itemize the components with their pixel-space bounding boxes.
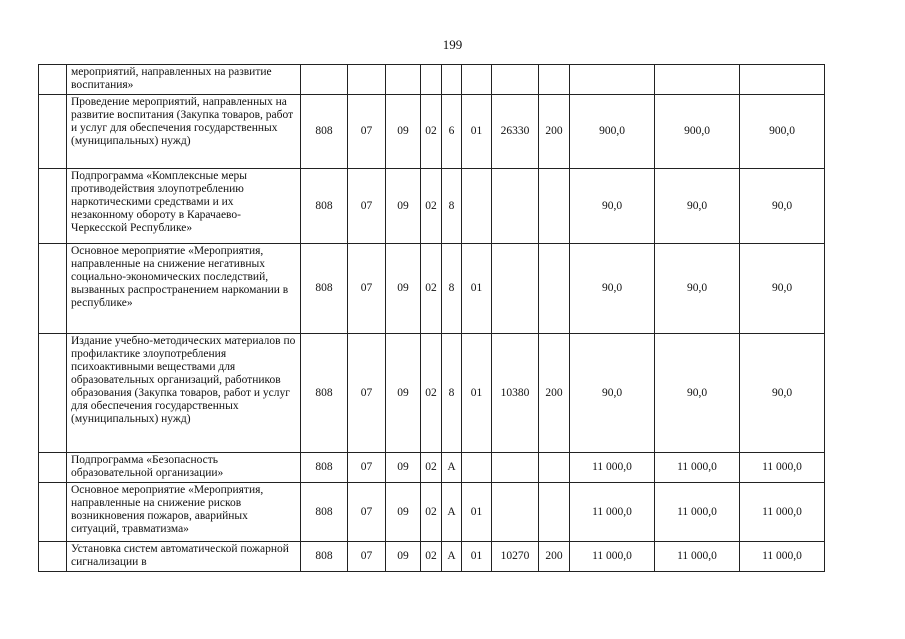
subsection-code: 09 bbox=[386, 334, 421, 453]
table-row bbox=[39, 483, 825, 542]
event-code: 01 bbox=[462, 95, 492, 169]
section-code: 07 bbox=[348, 244, 386, 334]
program-code: 02 bbox=[421, 483, 442, 542]
row-index-cell bbox=[39, 95, 67, 169]
program-code: 02 bbox=[421, 169, 442, 244]
amount-year-1: 11 000,0 bbox=[570, 542, 655, 572]
table-row bbox=[39, 334, 825, 453]
row-index-cell bbox=[39, 453, 67, 483]
direction-code bbox=[492, 453, 539, 483]
table-row bbox=[39, 453, 825, 483]
subprogram-code: А bbox=[442, 483, 462, 542]
amount-year-1: 90,0 bbox=[570, 334, 655, 453]
amount-year-3 bbox=[740, 65, 825, 95]
direction-code: 26330 bbox=[492, 95, 539, 169]
grbs-code: 808 bbox=[301, 334, 348, 453]
event-code bbox=[462, 65, 492, 95]
event-code bbox=[462, 453, 492, 483]
amount-year-2: 900,0 bbox=[655, 95, 740, 169]
event-code bbox=[462, 169, 492, 244]
subsection-code: 09 bbox=[386, 95, 421, 169]
grbs-code: 808 bbox=[301, 542, 348, 572]
program-code: 02 bbox=[421, 542, 442, 572]
expense-type-code bbox=[539, 169, 570, 244]
row-index-cell bbox=[39, 334, 67, 453]
table-row bbox=[39, 244, 825, 334]
subsection-code: 09 bbox=[386, 542, 421, 572]
amount-year-2: 11 000,0 bbox=[655, 453, 740, 483]
amount-year-2: 90,0 bbox=[655, 169, 740, 244]
grbs-code: 808 bbox=[301, 244, 348, 334]
amount-year-3: 90,0 bbox=[740, 169, 825, 244]
event-code: 01 bbox=[462, 483, 492, 542]
section-code: 07 bbox=[348, 483, 386, 542]
section-code: 07 bbox=[348, 95, 386, 169]
expense-type-code bbox=[539, 453, 570, 483]
section-code: 07 bbox=[348, 542, 386, 572]
item-name: Установка систем автоматической пожарной сигнализации в bbox=[67, 542, 301, 572]
amount-year-2: 90,0 bbox=[655, 334, 740, 453]
amount-year-3: 90,0 bbox=[740, 244, 825, 334]
amount-year-1: 90,0 bbox=[570, 169, 655, 244]
program-code: 02 bbox=[421, 334, 442, 453]
subsection-code: 09 bbox=[386, 244, 421, 334]
item-name: Основное мероприятие «Мероприятия, направленные на снижение негативных социально-экономических последствий, вызванных распространением наркомании в республике» bbox=[67, 244, 301, 334]
program-code: 02 bbox=[421, 95, 442, 169]
section-code bbox=[348, 65, 386, 95]
subprogram-code bbox=[442, 65, 462, 95]
subsection-code: 09 bbox=[386, 169, 421, 244]
subprogram-code: 6 bbox=[442, 95, 462, 169]
budget-table bbox=[38, 64, 825, 572]
subprogram-code: 8 bbox=[442, 334, 462, 453]
program-code: 02 bbox=[421, 453, 442, 483]
amount-year-2 bbox=[655, 65, 740, 95]
amount-year-1: 11 000,0 bbox=[570, 453, 655, 483]
direction-code bbox=[492, 169, 539, 244]
subprogram-code: А bbox=[442, 453, 462, 483]
amount-year-1: 900,0 bbox=[570, 95, 655, 169]
table-row bbox=[39, 95, 825, 169]
direction-code: 10270 bbox=[492, 542, 539, 572]
event-code: 01 bbox=[462, 244, 492, 334]
amount-year-3: 900,0 bbox=[740, 95, 825, 169]
event-code: 01 bbox=[462, 334, 492, 453]
expense-type-code bbox=[539, 244, 570, 334]
amount-year-3: 90,0 bbox=[740, 334, 825, 453]
subprogram-code: А bbox=[442, 542, 462, 572]
grbs-code: 808 bbox=[301, 169, 348, 244]
program-code: 02 bbox=[421, 244, 442, 334]
direction-code bbox=[492, 65, 539, 95]
grbs-code: 808 bbox=[301, 483, 348, 542]
table-row bbox=[39, 65, 825, 95]
expense-type-code bbox=[539, 483, 570, 542]
subprogram-code: 8 bbox=[442, 244, 462, 334]
amount-year-2: 11 000,0 bbox=[655, 542, 740, 572]
section-code: 07 bbox=[348, 453, 386, 483]
direction-code bbox=[492, 483, 539, 542]
grbs-code: 808 bbox=[301, 453, 348, 483]
amount-year-1: 11 000,0 bbox=[570, 483, 655, 542]
item-name: Основное мероприятие «Мероприятия, направленные на снижение рисков возникновения пожаров, аварийных ситуаций, травматизма» bbox=[67, 483, 301, 542]
grbs-code: 808 bbox=[301, 95, 348, 169]
item-name: Подпрограмма «Безопасность образовательной организации» bbox=[67, 453, 301, 483]
section-code: 07 bbox=[348, 334, 386, 453]
expense-type-code: 200 bbox=[539, 95, 570, 169]
section-code: 07 bbox=[348, 169, 386, 244]
direction-code bbox=[492, 244, 539, 334]
item-name: Проведение мероприятий, направленных на развитие воспитания (Закупка товаров, работ и услуг для обеспечения государственных (муниципальных) нужд) bbox=[67, 95, 301, 169]
grbs-code bbox=[301, 65, 348, 95]
table-row bbox=[39, 542, 825, 572]
subprogram-code: 8 bbox=[442, 169, 462, 244]
item-name: Издание учебно-методических материалов по профилактике злоупотребления психоактивными веществами для образовательных организаций, работников образования (Закупка товаров, работ и услуг для обеспечения государственных (муниципальных) нужд) bbox=[67, 334, 301, 453]
direction-code: 10380 bbox=[492, 334, 539, 453]
subsection-code: 09 bbox=[386, 453, 421, 483]
expense-type-code: 200 bbox=[539, 334, 570, 453]
amount-year-2: 90,0 bbox=[655, 244, 740, 334]
subsection-code: 09 bbox=[386, 483, 421, 542]
row-index-cell bbox=[39, 483, 67, 542]
expense-type-code: 200 bbox=[539, 542, 570, 572]
subsection-code bbox=[386, 65, 421, 95]
row-index-cell bbox=[39, 169, 67, 244]
row-index-cell bbox=[39, 244, 67, 334]
program-code bbox=[421, 65, 442, 95]
expense-type-code bbox=[539, 65, 570, 95]
amount-year-3: 11 000,0 bbox=[740, 483, 825, 542]
amount-year-3: 11 000,0 bbox=[740, 542, 825, 572]
amount-year-3: 11 000,0 bbox=[740, 453, 825, 483]
amount-year-1: 90,0 bbox=[570, 244, 655, 334]
item-name: мероприятий, направленных на развитие воспитания» bbox=[67, 65, 301, 95]
page-number: 199 bbox=[442, 37, 463, 52]
event-code: 01 bbox=[462, 542, 492, 572]
table-row bbox=[39, 169, 825, 244]
item-name: Подпрограмма «Комплексные меры противодействия злоупотреблению наркотическими средствами и их незаконному обороту в Карачаево-Черкесской Республике» bbox=[67, 169, 301, 244]
row-index-cell bbox=[39, 542, 67, 572]
amount-year-1 bbox=[570, 65, 655, 95]
row-index-cell bbox=[39, 65, 67, 95]
amount-year-2: 11 000,0 bbox=[655, 483, 740, 542]
